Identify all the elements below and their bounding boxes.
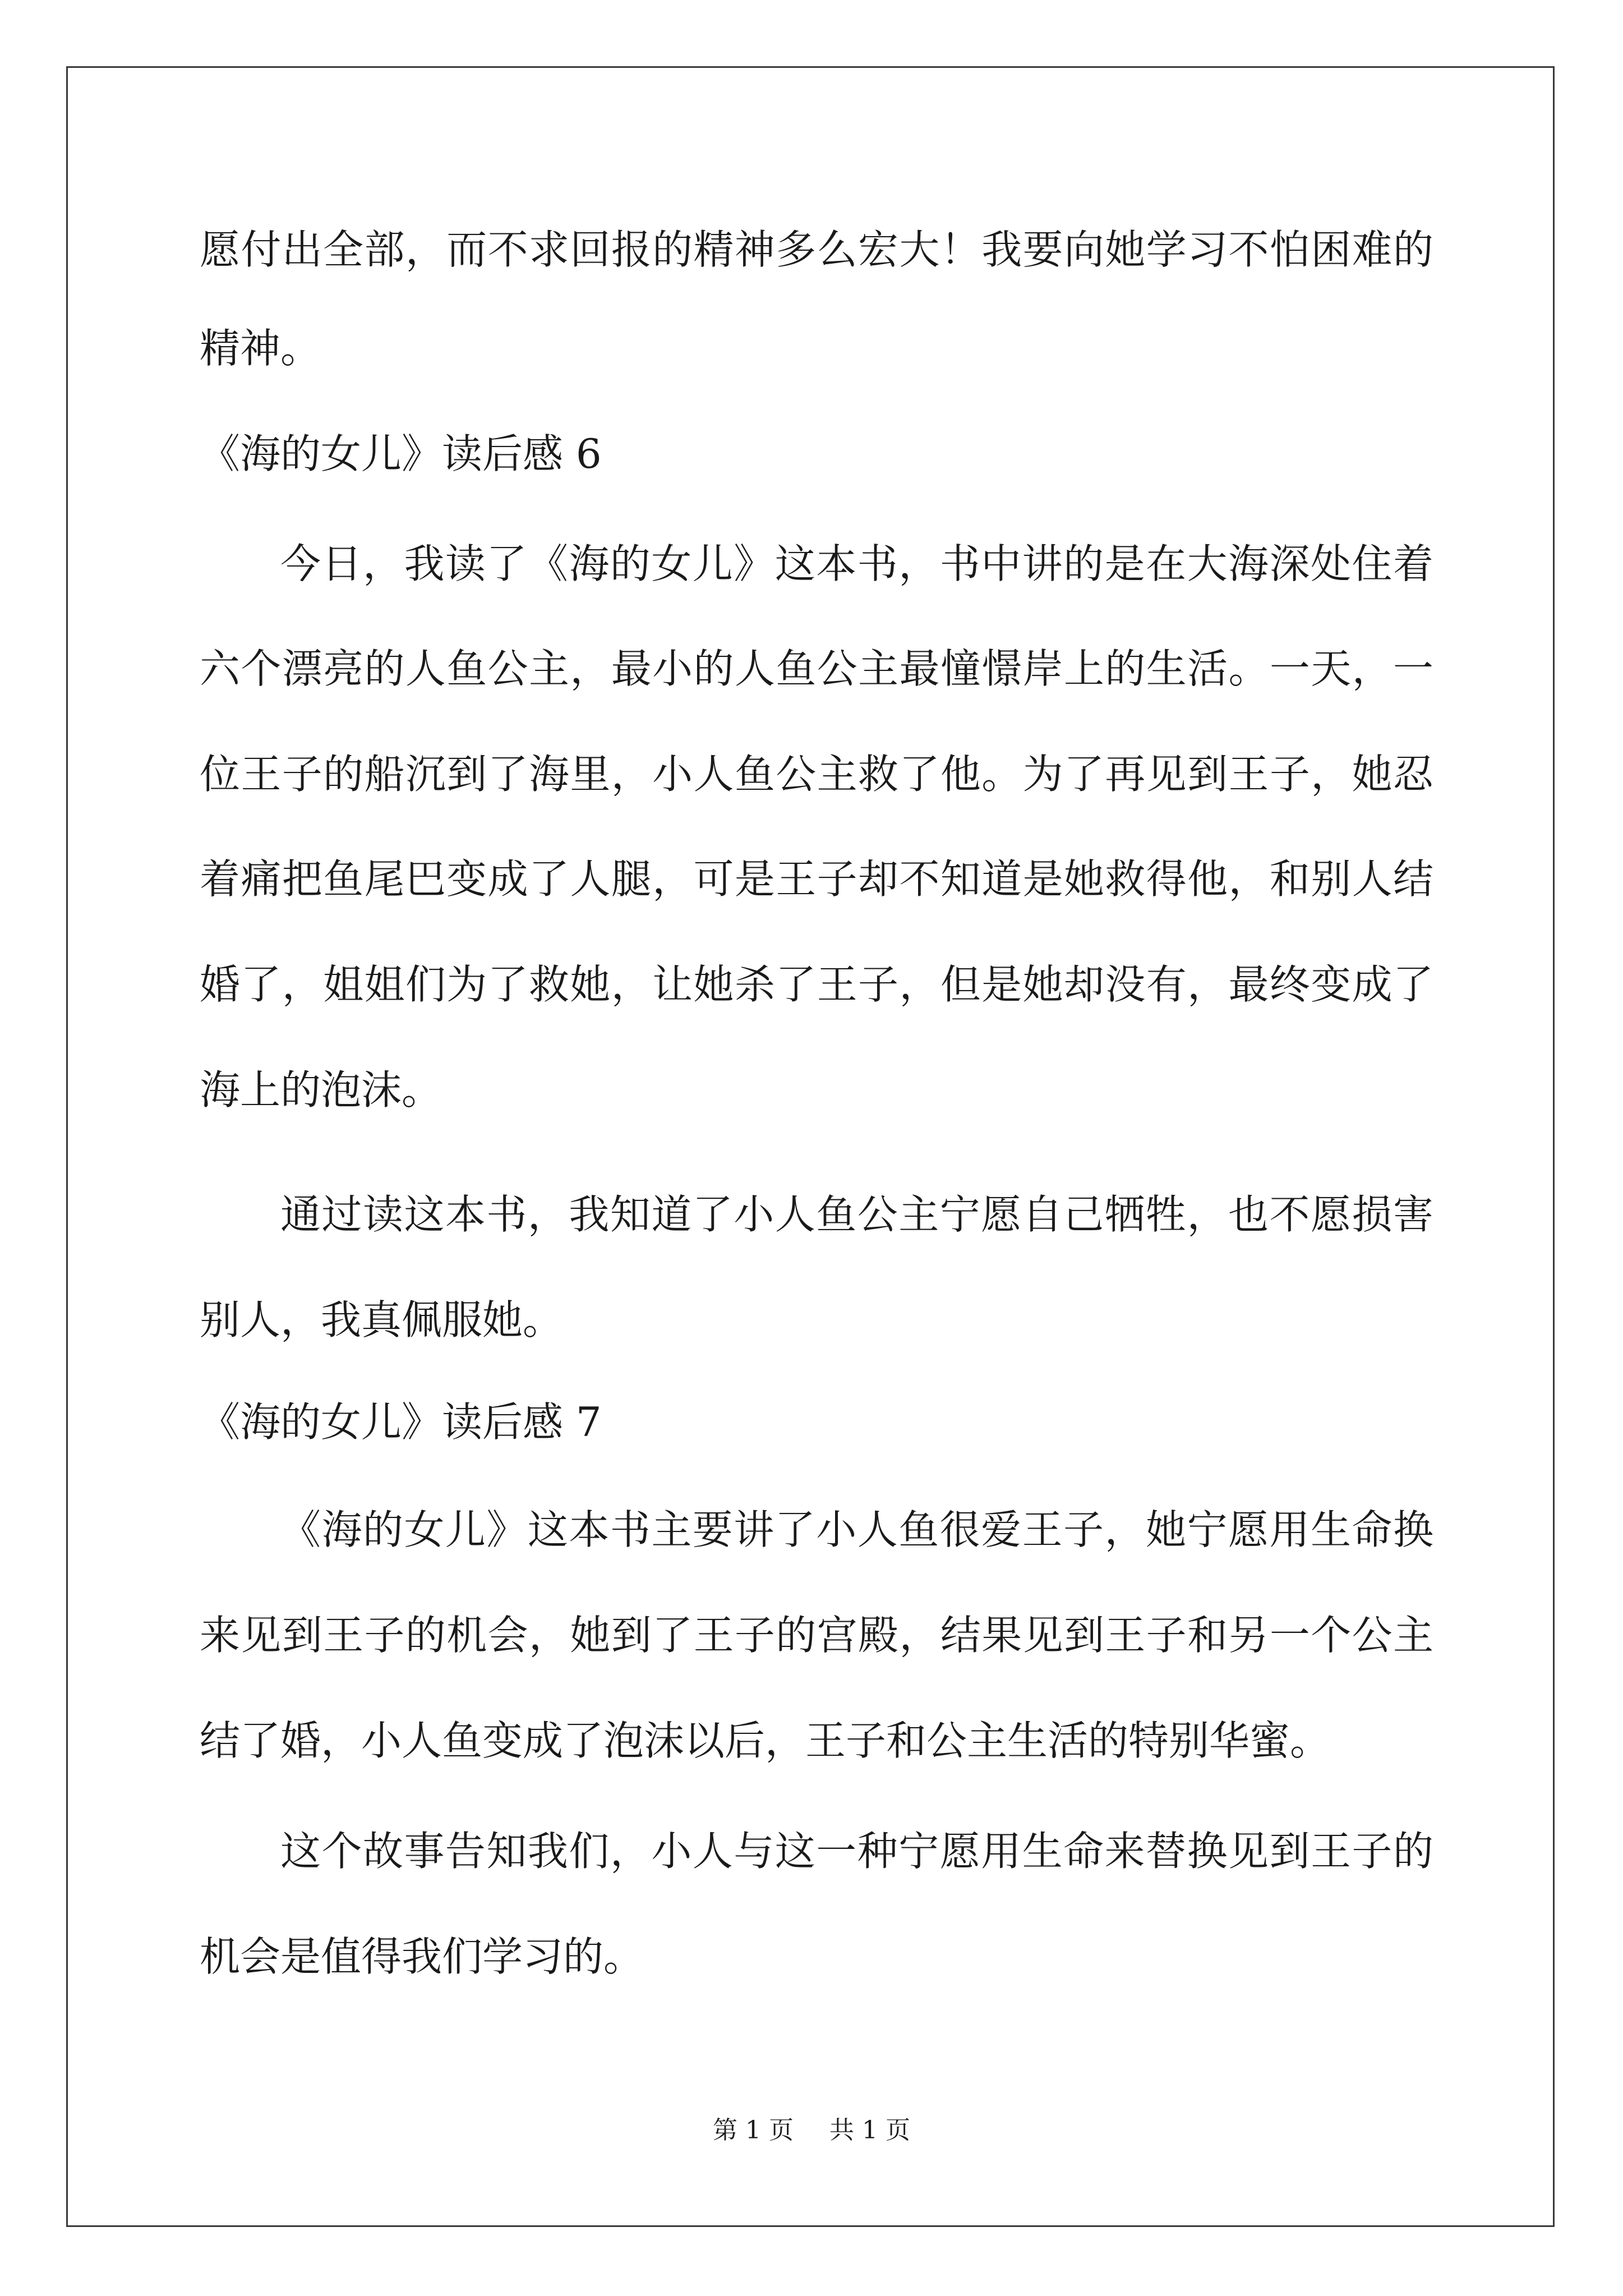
page-total: 共 1 页 [829, 2116, 910, 2145]
paragraph-line: 今日，我读了《海的女儿》这本书，书中讲的是在大海深处住着 [280, 540, 1433, 587]
paragraph-line: 机会是值得我们学习的。 [200, 1933, 644, 1980]
paragraph-line: 愿付出全部，而不求回报的精神多么宏大！我要向她学习不怕困难的 [200, 226, 1433, 273]
paragraph-line: 结了婚，小人鱼变成了泡沫以后，王子和公主生活的特别华蜜。 [200, 1717, 1331, 1764]
paragraph-line: 海上的泡沫。 [200, 1066, 442, 1114]
paragraph-line: 通过读这本书，我知道了小人鱼公主宁愿自己牺牲，也不愿损害 [280, 1191, 1433, 1238]
section-heading: 《海的女儿》读后感 7 [200, 1398, 602, 1446]
paragraph-line: 着痛把鱼尾巴变成了人腿，可是王子却不知道是她救得他，和别人结 [200, 855, 1433, 903]
paragraph-line: 位王子的船沉到了海里，小人鱼公主救了他。为了再见到王子，她忍 [200, 751, 1433, 798]
page-footer [0, 2114, 1623, 2147]
paragraph-line: 来见到王子的机会，她到了王子的宫殿，结果见到王子和另一个公主 [200, 1612, 1433, 1659]
page-border [66, 66, 1555, 2227]
paragraph-line: 婚了，姐姐们为了救她，让她杀了王子，但是她却没有，最终变成了 [200, 961, 1433, 1008]
paragraph-line: 《海的女儿》这本书主要讲了小人鱼很爱王子，她宁愿用生命换 [280, 1506, 1433, 1553]
section-heading: 《海的女儿》读后感 6 [200, 430, 602, 477]
paragraph-line: 别人，我真佩服她。 [200, 1296, 564, 1343]
page-number: 第 1 页 [713, 2116, 794, 2145]
paragraph-line: 精神。 [200, 325, 321, 372]
paragraph-line: 这个故事告知我们，小人与这一种宁愿用生命来替换见到王子的 [280, 1828, 1433, 1875]
paragraph-line: 六个漂亮的人鱼公主，最小的人鱼公主最憧憬岸上的生活。一天，一 [200, 645, 1433, 692]
